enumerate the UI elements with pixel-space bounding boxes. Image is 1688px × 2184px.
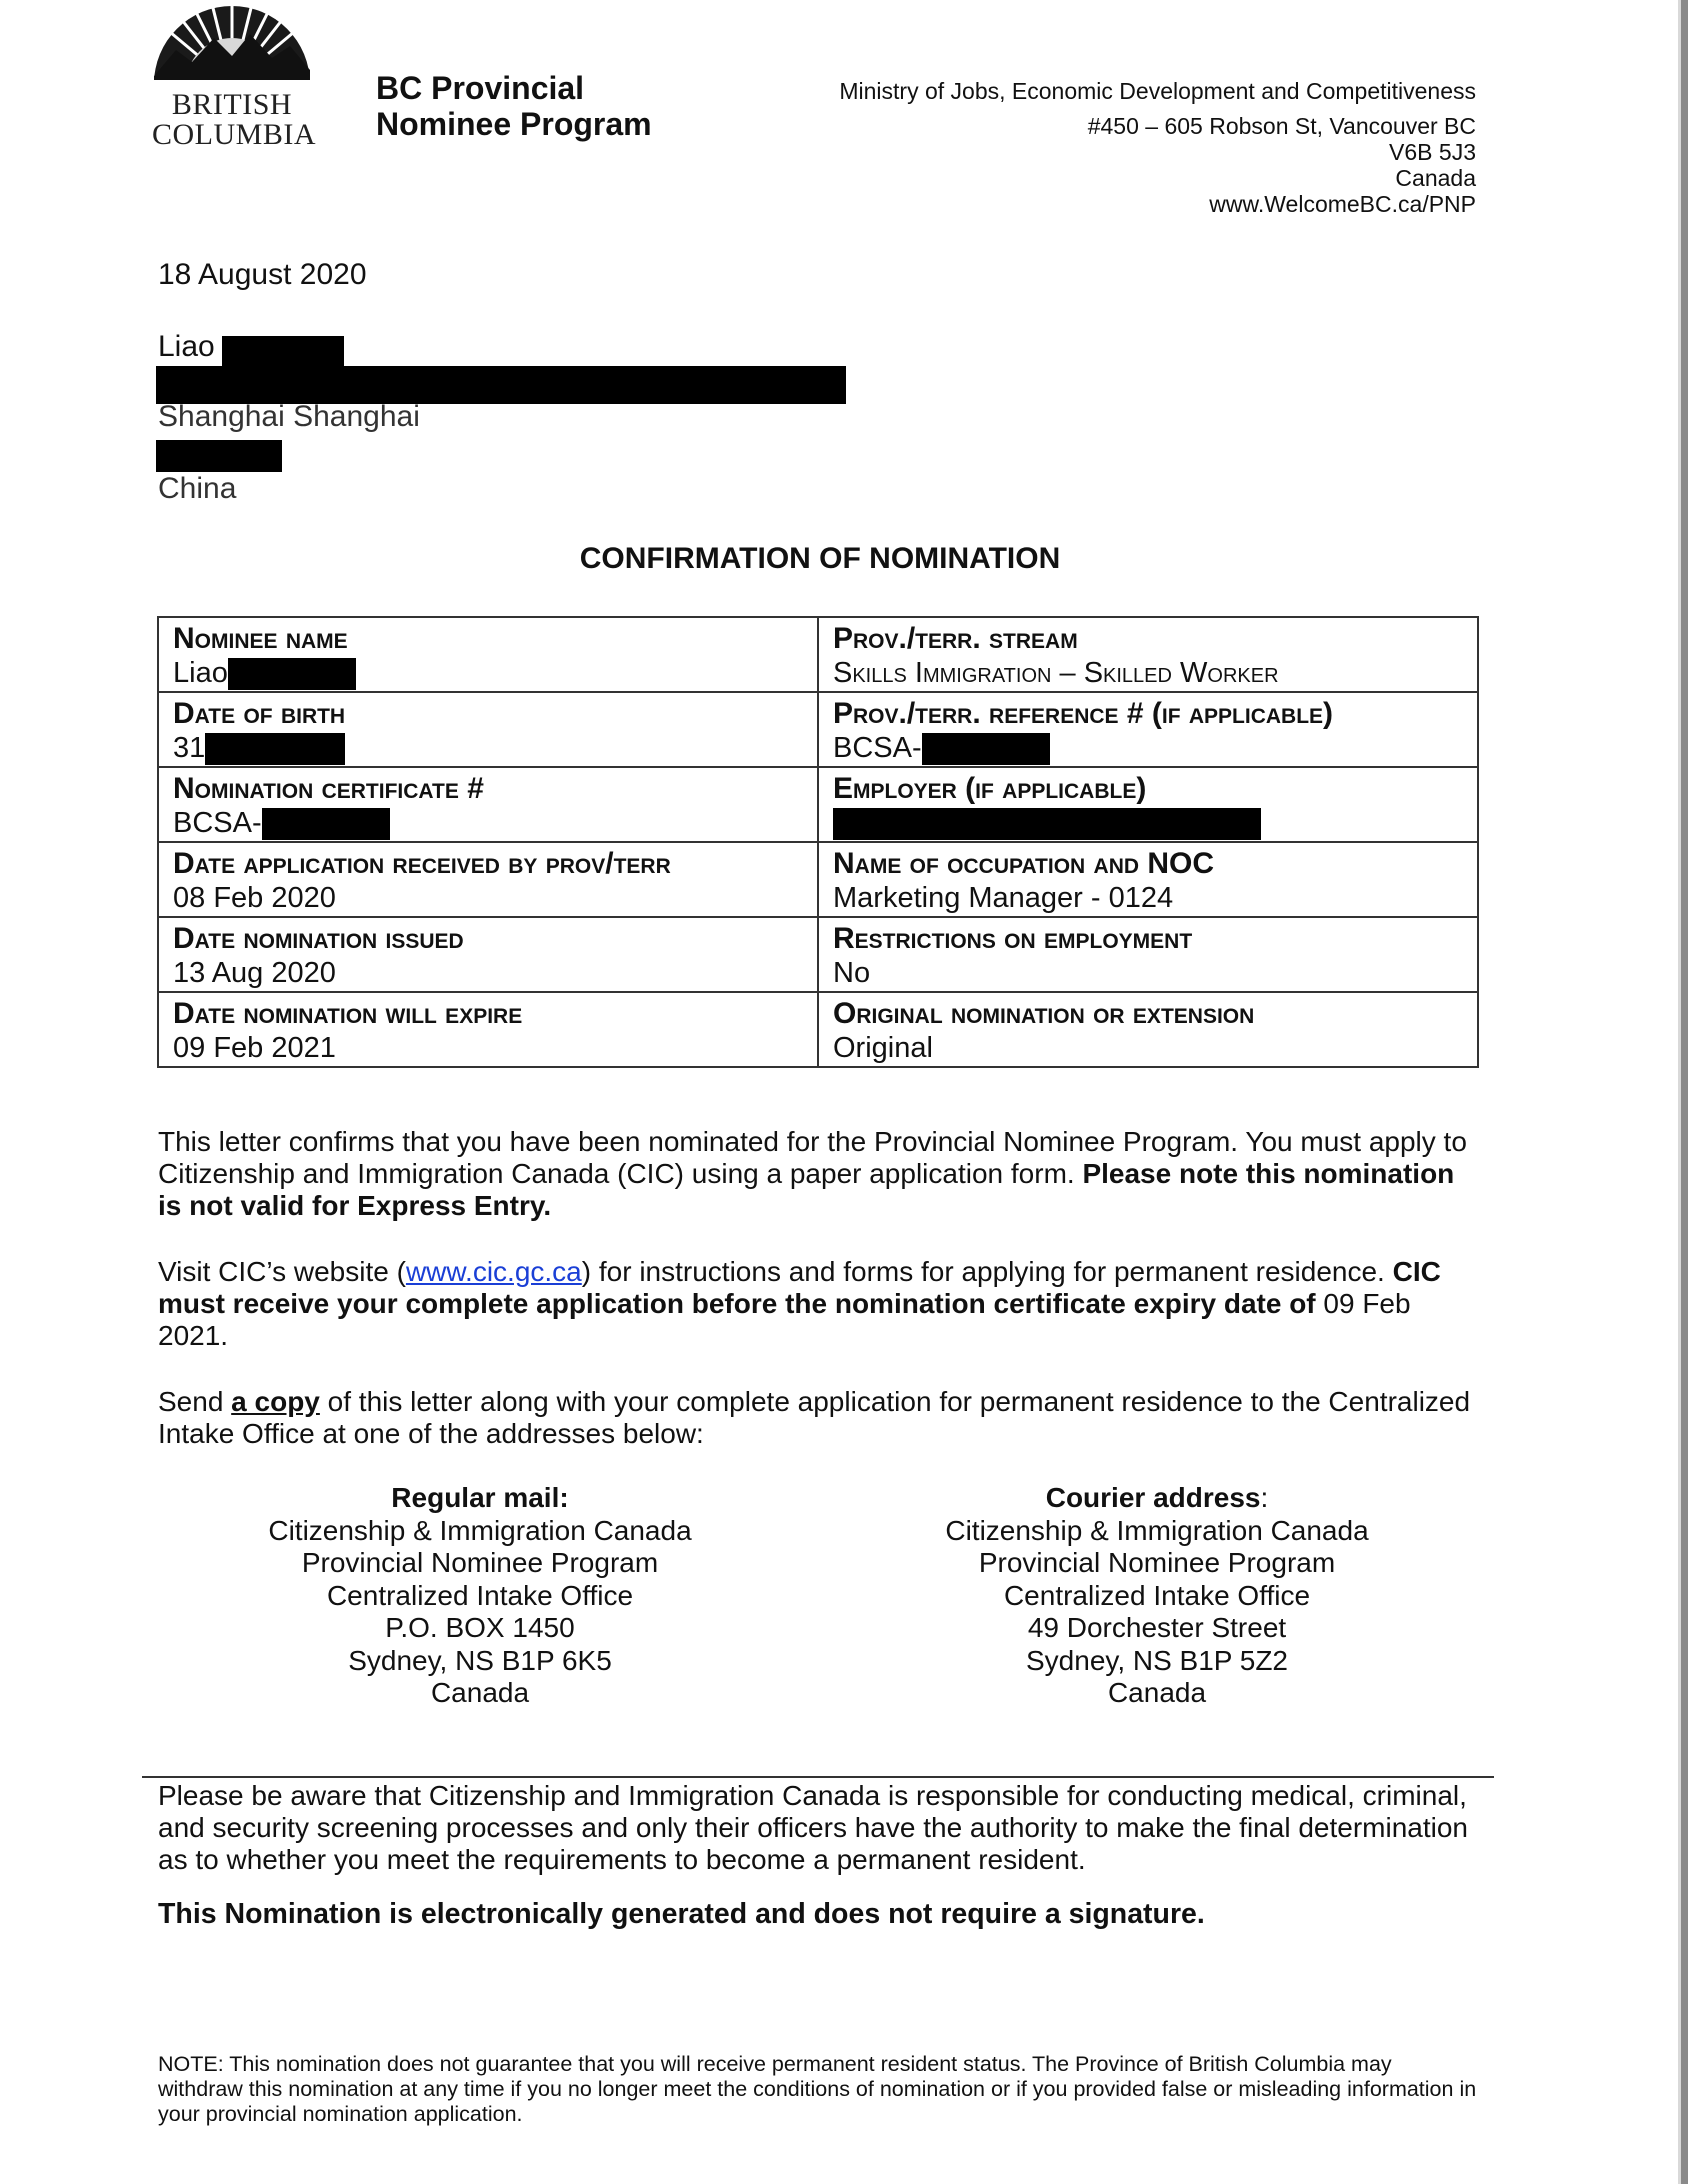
nomination-details-table	[157, 616, 1479, 1068]
table-row	[158, 917, 1478, 992]
cell-received	[158, 842, 818, 917]
address-line: Centralized Intake Office	[326, 1579, 634, 1611]
cell-occupation	[818, 842, 1478, 917]
table-row	[158, 992, 1478, 1067]
program-line-1: BC Provincial	[376, 70, 585, 106]
cic-website-link[interactable]: www.cic.gc.ca	[405, 1256, 582, 1287]
redaction-postal	[156, 440, 282, 472]
value-original: Original	[833, 1032, 933, 1064]
regular-mail-address	[200, 1482, 760, 1710]
a-copy-emphasis: a copy	[231, 1386, 320, 1417]
cell-original	[818, 992, 1478, 1067]
courier-address	[877, 1482, 1437, 1710]
cell-reference	[818, 692, 1478, 767]
cell-dob	[158, 692, 818, 767]
cell-certificate	[158, 767, 818, 842]
redaction	[262, 808, 390, 840]
address-line: Sydney, NS B1P 6K5	[348, 1644, 612, 1676]
cell-restrictions	[818, 917, 1478, 992]
address-line: 49 Dorchester Street	[1027, 1612, 1287, 1643]
value-employer	[833, 806, 1463, 840]
cell-expire	[158, 992, 818, 1067]
program-line-2: Nominee Program	[376, 106, 652, 142]
label-nominee-name: Nominee name	[173, 622, 348, 655]
footer-note: NOTE: This nomination does not guarantee that you will receive permanent resident status. The Province of British Columbia may withdraw this nomination at any time if you no longer meet the conditions of nomination or if you provided false or misleading information in your provincial nomination application.	[158, 2052, 1477, 2126]
label-restrictions: Restrictions on employment	[833, 922, 1193, 955]
ministry-address	[716, 78, 1476, 217]
paragraph-confirmation: This letter confirms that you have been nominated for the Provincial Nominee Program. You must apply to Citizenship and Immigration Canada (CIC) using a paper application form. Please note this nomination is not valid for Express Entry.	[158, 1126, 1467, 1221]
address-line: Citizenship & Immigration Canada	[268, 1514, 692, 1546]
address-line: Sydney, NS B1P 5Z2	[1026, 1644, 1288, 1676]
ministry-country: Canada	[1395, 165, 1476, 191]
bc-sun-mountain-icon	[152, 0, 312, 90]
value-dob: 31	[173, 731, 803, 765]
cell-stream	[818, 617, 1478, 692]
redaction-street	[156, 366, 846, 404]
program-name	[376, 70, 652, 142]
value-occupation: Marketing Manager - 0124	[833, 882, 1174, 914]
table-row	[158, 692, 1478, 767]
table-row	[158, 617, 1478, 692]
address-line: Provincial Nominee Program	[978, 1547, 1336, 1578]
address-line: Canada	[1107, 1677, 1207, 1708]
redaction	[833, 808, 1261, 840]
value-received: 08 Feb 2020	[173, 882, 336, 914]
logo-line-1: BRITISH	[171, 88, 293, 121]
paragraph-send-copy: Send a copy of this letter along with your complete application for permanent residence to the Centralized Intake Office at one of the addresses below:	[158, 1386, 1471, 1449]
recipient-country: China	[158, 472, 237, 505]
redaction	[922, 733, 1050, 765]
label-issued: Date nomination issued	[173, 922, 464, 955]
courier-heading: Courier address:	[1045, 1482, 1269, 1513]
regular-mail-heading: Regular mail:	[391, 1482, 569, 1513]
address-line: Provincial Nominee Program	[301, 1547, 659, 1578]
cell-employer	[818, 767, 1478, 842]
label-received: Date application received by prov/terr	[173, 847, 671, 880]
label-occupation: Name of occupation and NOC	[833, 847, 1215, 880]
value-restrictions: No	[833, 957, 871, 989]
label-original: Original nomination or extension	[833, 997, 1255, 1030]
letter-date: 18 August 2020	[158, 258, 367, 291]
express-entry-warning: Please note this nomination is not valid for Express Entry.	[158, 1158, 1455, 1221]
label-reference: Prov./terr. reference # (if applicable)	[833, 697, 1334, 730]
page-edge	[1681, 0, 1688, 2184]
value-stream: Skills Immigration – Skilled Worker	[833, 657, 1279, 689]
label-certificate: Nomination certificate #	[173, 772, 484, 805]
redaction-name	[222, 336, 344, 366]
cell-nominee-name	[158, 617, 818, 692]
value-reference: BCSA-	[833, 731, 1463, 765]
ministry-name: Ministry of Jobs, Economic Development and Competitiveness	[839, 78, 1476, 104]
address-line: P.O. BOX 1450	[385, 1612, 575, 1643]
table-row	[158, 767, 1478, 842]
value-issued: 13 Aug 2020	[173, 957, 336, 989]
divider	[142, 1776, 1494, 1778]
redaction	[228, 658, 356, 690]
value-nominee-name: Liao	[173, 656, 803, 690]
signature-note: This Nomination is electronically generated and does not require a signature.	[158, 1898, 1205, 1930]
label-employer: Employer (if applicable)	[833, 772, 1147, 805]
cell-issued	[158, 917, 818, 992]
table-row	[158, 842, 1478, 917]
redaction	[205, 733, 345, 765]
document-title: CONFIRMATION OF NOMINATION	[579, 542, 1061, 575]
value-certificate: BCSA-	[173, 806, 803, 840]
value-expire: 09 Feb 2021	[173, 1032, 336, 1064]
label-dob: Date of birth	[173, 697, 346, 730]
ministry-website: www.WelcomeBC.ca/PNP	[1209, 191, 1476, 217]
paragraph-cic-website: Visit CIC’s website (www.cic.gc.ca) for instructions and forms for applying for permanent residence. CIC must receive your complete application before the nomination certificate expiry date of 09 Feb 2021.	[158, 1256, 1441, 1351]
logo-line-2: COLUMBIA	[152, 118, 317, 151]
address-line: Canada	[430, 1677, 530, 1708]
recipient-name: Liao	[158, 330, 215, 363]
paragraph-screening: Please be aware that Citizenship and Immigration Canada is responsible for conducting medical, criminal, and security screening processes and only their officers have the authority to make the final determination as to whether you meet the requirements to become a permanent resident.	[158, 1780, 1468, 1875]
ministry-street: #450 – 605 Robson St, Vancouver BC	[1087, 113, 1476, 139]
address-line: Citizenship & Immigration Canada	[945, 1514, 1369, 1546]
ministry-postal: V6B 5J3	[1389, 139, 1476, 165]
label-stream: Prov./terr. stream	[833, 622, 1078, 655]
recipient-city: Shanghai Shanghai	[158, 400, 420, 433]
label-expire: Date nomination will expire	[173, 997, 523, 1030]
bc-logo	[152, 0, 317, 151]
address-line: Centralized Intake Office	[1003, 1579, 1311, 1611]
